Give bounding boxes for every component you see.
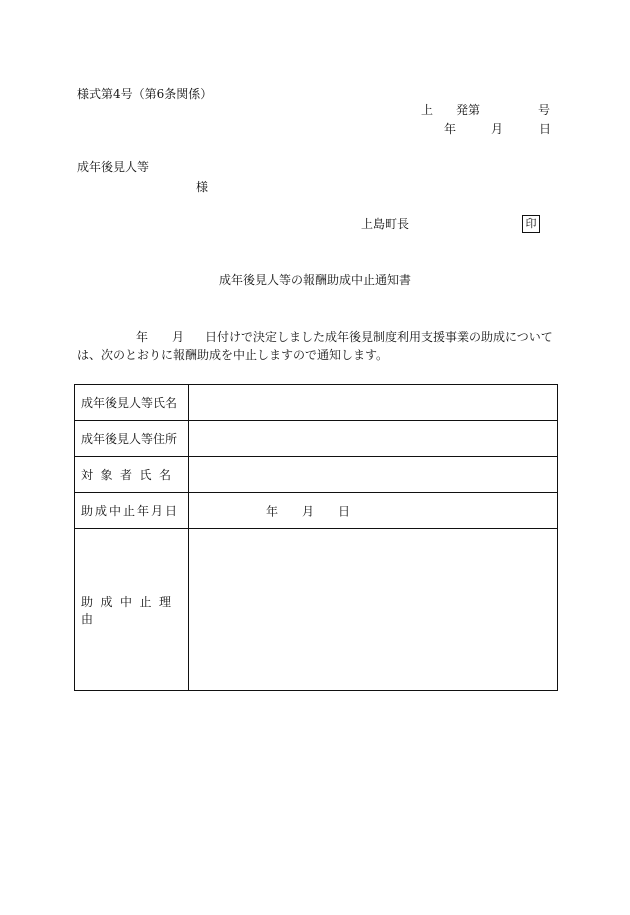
stop-date-year: 年 — [266, 504, 279, 518]
doc-number-prefix: 上 — [421, 103, 434, 117]
body-month: 月 — [172, 330, 185, 344]
table-row — [75, 421, 558, 457]
stop-date-field[interactable] — [189, 493, 558, 529]
body-line1: 日付けで決定しました成年後見制度利用支援事業の助成について — [205, 330, 553, 344]
table-row — [75, 493, 558, 529]
stop-date-label: 助成中止年月日 — [75, 493, 189, 529]
issue-date-month: 月 — [491, 122, 504, 136]
stop-date-day: 日 — [338, 504, 351, 518]
addressee-title: 成年後見人等 — [77, 160, 150, 174]
addressee-honorific: 様 — [196, 180, 209, 194]
body-year: 年 — [136, 330, 149, 344]
seal-stamp: 印 — [522, 215, 540, 233]
sender-name: 上島町長 — [361, 217, 410, 231]
stop-reason-field[interactable] — [189, 529, 558, 691]
table-row — [75, 529, 558, 691]
table-row — [75, 385, 558, 421]
guardian-name-field[interactable] — [189, 385, 558, 421]
guardian-address-field[interactable] — [189, 421, 558, 457]
stop-date-month: 月 — [302, 504, 315, 518]
stop-reason-label: 助成中止理由 — [75, 529, 189, 691]
guardian-address-label: 成年後見人等住所 — [75, 421, 189, 457]
details-table — [74, 384, 558, 691]
doc-number-middle: 発第 — [456, 103, 481, 117]
issue-date-year: 年 — [444, 122, 457, 136]
table-row — [75, 457, 558, 493]
issue-date-day: 日 — [539, 122, 552, 136]
doc-number-suffix: 号 — [538, 103, 551, 117]
subject-name-label: 対象者氏名 — [75, 457, 189, 493]
form-number: 様式第4号（第6条関係） — [77, 87, 213, 101]
guardian-name-label: 成年後見人等氏名 — [75, 385, 189, 421]
document-title: 成年後見人等の報酬助成中止通知書 — [219, 273, 412, 287]
body-line2: は、次のとおりに報酬助成を中止しますので通知します。 — [77, 348, 389, 362]
subject-name-field[interactable] — [189, 457, 558, 493]
